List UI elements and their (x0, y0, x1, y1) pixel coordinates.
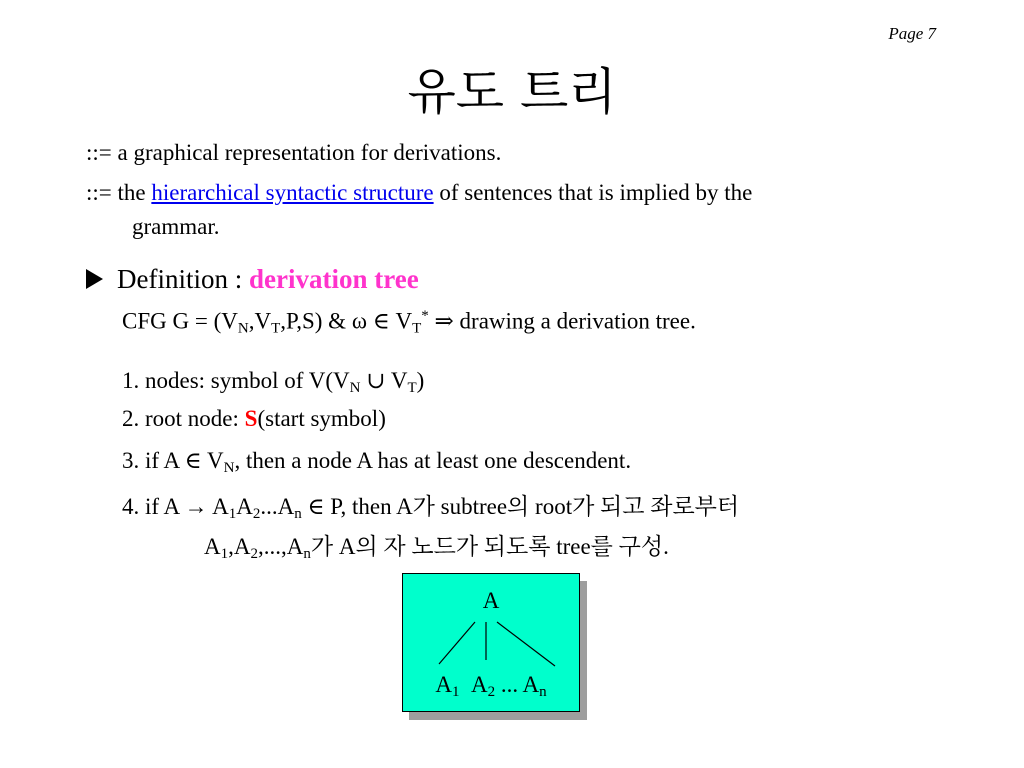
definition-heading (86, 264, 419, 295)
rule-4b-sub-2: 2 (250, 546, 258, 562)
rule-4 (122, 488, 739, 523)
rule-4b-text-3: ,...,A (258, 534, 304, 559)
rule-4-text-4: ∈ P, then A가 subtree의 root가 되고 좌로부터 (301, 494, 740, 519)
rule-2-text-1: 2. root node: (122, 406, 245, 431)
rule-1-sub-n: N (349, 380, 361, 396)
tree-child-2: A (470, 672, 488, 697)
derivation-tree-diagram (402, 573, 580, 712)
bullet-arrow-icon (86, 269, 103, 289)
intro-line-2-prefix: ::= the (86, 180, 152, 205)
rule-4b-sub-n: n (303, 546, 311, 562)
rule-1 (122, 368, 424, 397)
tree-edge-right (497, 622, 555, 666)
tree-edge-left (439, 622, 475, 664)
cfg-text-3: ,P,S) & ω ∈ V (280, 308, 413, 334)
slide-title: 유도 트리 (407, 63, 617, 121)
cfg-text-4: ⇒ drawing a derivation tree. (428, 308, 696, 334)
tree-child-nodes (403, 672, 579, 701)
tree-root-node: A (482, 588, 500, 613)
rule-2 (122, 406, 386, 432)
cfg-sub-n: N (237, 320, 249, 337)
cfg-line (122, 308, 696, 338)
rule-1-text-3: ) (416, 368, 425, 393)
cfg-sup-star: * (421, 308, 429, 324)
intro-line-2 (86, 180, 752, 206)
rule-3-text-2: , then a node A has at least one descendent. (234, 448, 632, 473)
rule-1-text-2: ∪ V (360, 368, 408, 393)
tree-child-1: A (435, 672, 452, 697)
tree-ellipsis: ... (495, 672, 523, 697)
page-number: Page 7 (888, 24, 936, 43)
rule-4-sub-1: 1 (228, 506, 237, 522)
start-symbol: S (244, 406, 258, 431)
cfg-sub-t2: T (412, 320, 422, 337)
rule-4-text-2: A (236, 494, 253, 519)
rule-4b-text-4: 가 A의 자 노드가 되도록 tree를 구성. (310, 534, 669, 559)
tree-child-1-sub: 1 (451, 684, 460, 700)
rule-1-text-1: 1. nodes: symbol of V(V (122, 368, 350, 393)
intro-line-2-continuation: grammar. (132, 214, 220, 239)
rule-3 (122, 448, 631, 477)
cfg-text-1: CFG G = (V (122, 308, 238, 334)
definition-term: derivation tree (248, 264, 419, 294)
rule-3-text-1: 3. if A ∈ V (122, 448, 224, 473)
rule-1-sub-t: T (407, 380, 417, 396)
rule-4b-sub-1: 1 (220, 546, 229, 562)
hierarchical-structure-link[interactable]: hierarchical syntactic structure (151, 180, 434, 205)
tree-child-n: A (522, 672, 540, 697)
definition-label: Definition : (117, 264, 249, 294)
rule-4b-text-2: ,A (228, 534, 251, 559)
rule-4-sub-2: 2 (252, 506, 261, 522)
cfg-sub-t: T (271, 320, 281, 337)
rule-4b-text-1: A (204, 534, 221, 559)
rule-4-text-3: ...A (260, 494, 295, 519)
rule-4-continuation (204, 528, 669, 563)
tree-child-n-sub: n (539, 684, 547, 700)
rule-4-sub-n: n (294, 506, 302, 522)
rule-2-text-2: (start symbol) (257, 406, 386, 431)
intro-line-2-suffix: of sentences that is implied by the (433, 180, 753, 205)
rule-4-text-1: 4. if A → A (122, 494, 229, 519)
cfg-text-2: ,V (248, 308, 272, 334)
intro-line-1: ::= a graphical representation for derivations. (86, 140, 502, 165)
rule-3-sub-n: N (223, 460, 235, 476)
tree-child-2-sub: 2 (487, 684, 496, 700)
